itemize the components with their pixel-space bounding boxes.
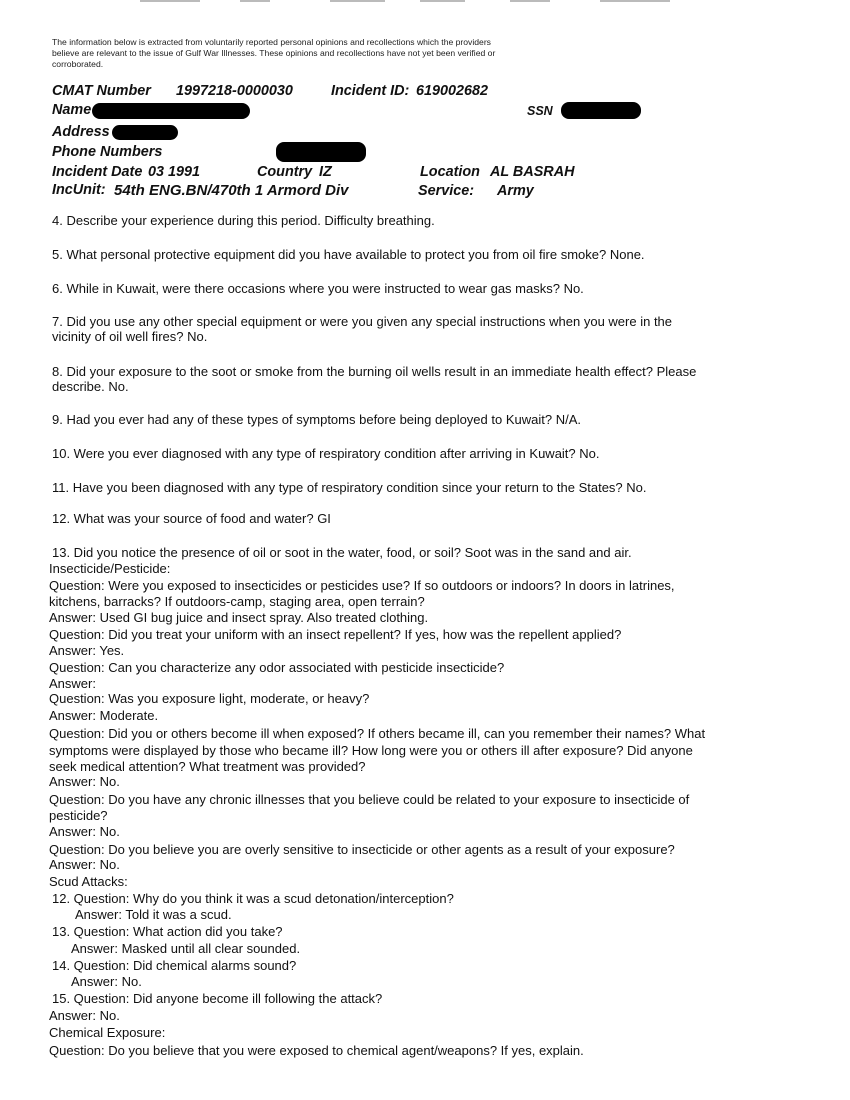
question-line: 12. Question: Why do you think it was a scud detonation/interception? [52,891,454,906]
question-line: vicinity of oil well fires? No. [52,329,208,344]
section-heading-chemical: Chemical Exposure: [49,1025,166,1040]
question-line: symptoms were displayed by those who became ill? How long were you or others ill after exposure? Did anyone [49,743,693,758]
question-line: 11. Have you been diagnosed with any type of respiratory condition since your return to the States? No. [52,480,647,495]
question-line: kitchens, barracks? If outdoors-camp, staging area, open terrain? [49,594,425,609]
question-8 [52,364,772,394]
country-value: IZ [319,164,332,180]
question-line: Question: Were you exposed to insecticides or pesticides use? If so outdoors or indoors? In doors in latrines, [49,578,675,593]
redaction-bar [112,125,178,140]
question-line: Question: Do you have any chronic illnesses that you believe could be related to your exposure to insecticide of [49,792,690,807]
redaction-bar [92,103,250,119]
question-9 [52,412,772,427]
question-line: 5. What personal protective equipment did you have available to protect you from oil fire smoke? None. [52,247,645,262]
question-7 [52,314,772,344]
cmat-value: 1997218-0000030 [176,83,293,99]
question-line: 6. While in Kuwait, were there occasions where you were instructed to wear gas masks? No. [52,281,584,296]
question-line: seek medical attention? What treatment was provided? [49,759,366,774]
scan-artifact [420,0,465,2]
scan-artifact [330,0,385,2]
question-line: Question: Do you believe that you were exposed to chemical agent/weapons? If yes, explain. [49,1043,584,1058]
incident-id-label: Incident ID: [331,83,410,99]
ssn-label: SSN [527,104,553,118]
answer-line: Answer: No. [49,824,120,839]
cmat-label: CMAT Number [52,83,151,99]
service-value: Army [497,183,534,199]
incident-date-label: Incident Date [52,164,143,180]
location-label: Location [420,164,480,180]
question-line: 9. Had you ever had any of these types of symptoms before being deployed to Kuwait? N/A. [52,412,581,427]
question-line: 10. Were you ever diagnosed with any type of respiratory condition after arriving in Kuwait? No. [52,446,600,461]
disclaimer-line: believe are relevant to the issue of Gulf War Illnesses. These opinions and recollections have not yet been verified or [52,48,496,58]
answer-line: Answer: Told it was a scud. [75,907,232,922]
disclaimer [52,37,572,70]
question-line: Question: Did you treat your uniform with an insect repellent? If yes, how was the repellent applied? [49,627,622,642]
question-line: 13. Question: What action did you take? [52,924,283,939]
question-line: 14. Question: Did chemical alarms sound? [52,958,297,973]
question-12 [52,511,772,526]
location-value: AL BASRAH [490,164,575,180]
answer-line: Answer: Moderate. [49,708,159,723]
answer-line: Answer: No. [49,774,120,789]
answer-line: Answer: [49,676,96,691]
disclaimer-line: The information below is extracted from voluntarily reported personal opinions and recollections which the providers [52,37,491,47]
question-line: 12. What was your source of food and water? GI [52,511,331,526]
address-label: Address [52,124,110,140]
incunit-value: 54th ENG.BN/470th 1 Armord Div [114,182,349,199]
scan-artifact [140,0,200,2]
scan-artifact [600,0,670,2]
country-label: Country [257,164,313,180]
question-line: Question: Do you believe you are overly sensitive to insecticide or other agents as a result of your exposure? [49,842,675,857]
section-heading-scud: Scud Attacks: [49,874,128,889]
question-11 [52,480,772,495]
question-line: 8. Did your exposure to the soot or smoke from the burning oil wells result in an immediate health effect? Please [52,364,697,379]
answer-line: Answer: Yes. [49,643,125,658]
section-heading-insecticide: Insecticide/Pesticide: [49,561,171,576]
question-10 [52,446,772,461]
answer-line: Answer: Masked until all clear sounded. [71,941,301,956]
incunit-label: IncUnit: [52,182,106,198]
redaction-bar [276,142,366,162]
answer-line: Answer: No. [49,857,120,872]
incident-id-value: 619002682 [416,83,489,99]
incident-date-value: 03 1991 [148,164,201,180]
question-line: 15. Question: Did anyone become ill following the attack? [52,991,383,1006]
answer-line: Answer: No. [71,974,142,989]
question-line: Question: Can you characterize any odor associated with pesticide insecticide? [49,660,505,675]
question-4 [52,213,772,228]
question-line: describe. No. [52,379,129,394]
scan-artifact [240,0,270,2]
phone-numbers-label: Phone Numbers [52,144,163,160]
question-line: 4. Describe your experience during this period. Difficulty breathing. [52,213,435,228]
disclaimer-line: corroborated. [52,59,104,69]
question-5 [52,247,772,262]
answer-line: Answer: No. [49,1008,120,1023]
question-line: 7. Did you use any other special equipment or were you given any special instructions when you were in the [52,314,673,329]
question-6 [52,281,772,296]
question-line: Question: Did you or others become ill when exposed? If others became ill, can you remember their names? What [49,726,706,741]
name-label: Name [52,102,92,118]
scan-artifact [510,0,550,2]
redaction-bar [561,102,641,119]
service-label: Service: [418,183,475,199]
question-line: pesticide? [49,808,108,823]
question-13: 13. Did you notice the presence of oil or soot in the water, food, or soil? Soot was in the sand and air. [52,545,632,560]
answer-line: Answer: Used GI bug juice and insect spray. Also treated clothing. [49,610,429,625]
question-line: Question: Was you exposure light, moderate, or heavy? [49,691,370,706]
